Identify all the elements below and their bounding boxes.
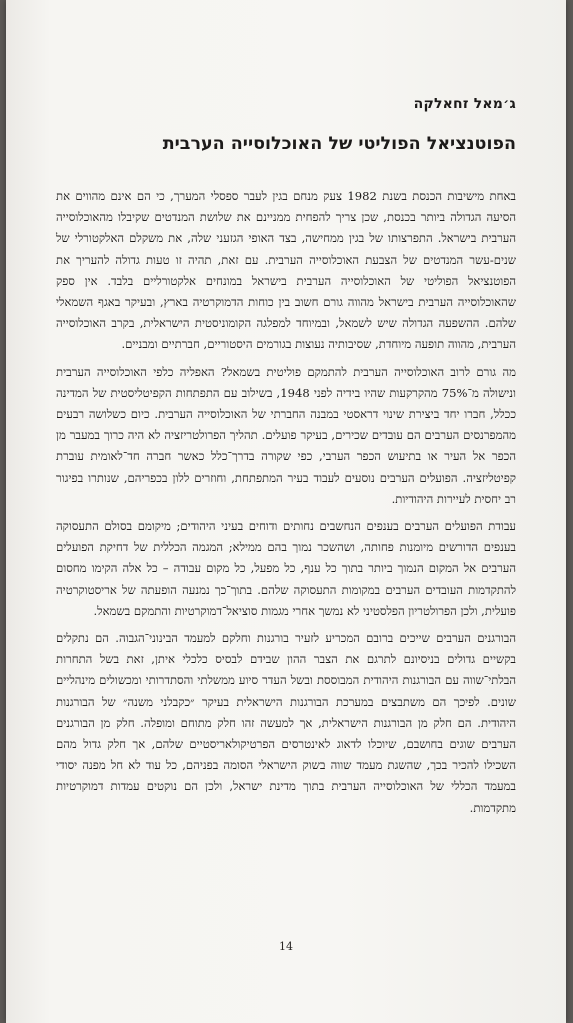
paragraph-3: עבודת הפועלים הערבים בענפים הנחשבים נחותים ודוחים בעיני היהודים; מיקומם בסולם התעסוקה בענפים הדורשים מיומנות פחותה, ושהשכר נמוך בהם ממילא; המגמה הכללית של דחיקת הפועלים הערבים אל המקום הנמוך ביותר בתוך כל ענף, כל מפעל, כל מקום עבודה – כל אלה הקימו מחסום להתקדמות העובדים הערבים במקומות התעסוקה שלהם. בתוך־כך נמנעה הופעתה של אריסטוקרטיה פועלית, ולכן הפרולטריון הפלסטיני לא נמשך אחרי מגמות סוציאל־דמוקרטיות והתמקם בשמאל. — [56, 519, 516, 618]
paragraph-2: מה גורם לרוב האוכלוסייה הערבית להתמקם פוליטית בשמאל? האפליה כלפי האוכלוסייה הערבית ונישולה מ־75% מהקרקעות שהיו בידיה לפני 1948, בשילוב עם התפתחות הקפיטליסטית של המדינה ככלל, חברו יחד ביצירת שינוי דראסטי במבנה החברתי של האוכלוסייה הערבית. כיום כשלושה רבעים מהמפרנסים הערבים הם עובדים שכירים, בעיקר פועלים. תהליך הפרולטריזציה לא היה כרוך במעבר מן הכפר אל העיר או בתיעוש הכפר הערבי, כפי שקורה בדרך־כלל כאשר חברה חד־לאומית עוברת קפיטליזציה. הפועלים הערבים נוסעים לעבוד בעיר המתפתחת, וחוזרים ללון בכפריהם, שנותרו בפיגור רב יחסית לעיירות היהודיות. — [56, 364, 516, 506]
chapter-title: הפוטנציאל הפוליטי של האוכלוסייה הערבית — [162, 134, 516, 154]
paragraph-4: הבורגנים הערבים שייכים ברובם המכריע לזעיר בורגנות וחלקם למעמד הבינוני־הגבוה. הם נתקלים בקשיים גדולים בניסיונם לתרגם את הצבר ההון שבידם לבסיס כלכלי איתן, זאת בשל התחרות הבלתי־שווה עם הבורגנות היהודית המבוססת ובשל העדר סיוע ממשלתי והסתדרותי ומכשולים מינהליים שונים. לפיכך הם משתבצים במערכת הבורגנות הישראלית בעיקר ״כקבלני משנה״ של הבורגנות היהודית. הם חלק מן הבורגנות הישראלית, אך למעשה זהו חלק מתוחם ומופלה. חלק מן הבורגנים הערבים שוגים בחושבם, שיוכלו לדאוג לאינטרסים הפרטיקולאריסטיים שלהם, אך חלק גדול מהם השכילו להכיר בכך, שהשגת מעמד שווה בשוק הישראלי הסומה בפניהם, כל עוד לא חל מפנה יסודי במעמד הכללי של האוכלוסייה הערבית בתוך מדינת ישראל, ולכן הם נוקטים עמדות דמוקרטיות מתקדמות. — [56, 631, 516, 815]
author-name: ג׳מאל זחאלקה — [413, 96, 516, 112]
book-page — [6, 0, 566, 1023]
page-content — [56, 96, 516, 825]
paragraph-1: באחת מישיבות הכנסת בשנת 1982 צעק מנחם בגין לעבר ספסלי המערך, כי הם אינם מהווים את הסיעה הגדולה ביותר בכנסת, שכן צריך להפחית ממניינם את שלושת המנדטים שקיבלו מהאוכלוסייה הערבית בישראל. התפרצותו של בגין ממחישה, בצד האופי הגזעני שלה, את משקלם האלקטורלי של שנים-עשר המנדטים של הצבעת האוכלוסייה הערבית. עם זאת, תהיה זו טעות גדולה להעריך את הפוטנציאל הפוליטי של האוכלוסייה הערבית בישראל במונחים אלקטורליים בלבד. אין ספק שהאוכלוסייה הערבית בישראל מהווה גורם חשוב בין כוחות הדמוקרטיה בארץ, ובעיקר באגף השמאלי שלהם. ההשפעה הגדולה שיש לשמאל, ובמיוחד למפלגה הקומוניסטית הישראלית, בקרב האוכלוסייה הערבית, מהווה תופעה מיוחדת, שסיבותיה נעוצות בגורמים היסטוריים, חברתיים ומבניים. — [56, 189, 516, 352]
page-number: 14 — [279, 940, 293, 953]
